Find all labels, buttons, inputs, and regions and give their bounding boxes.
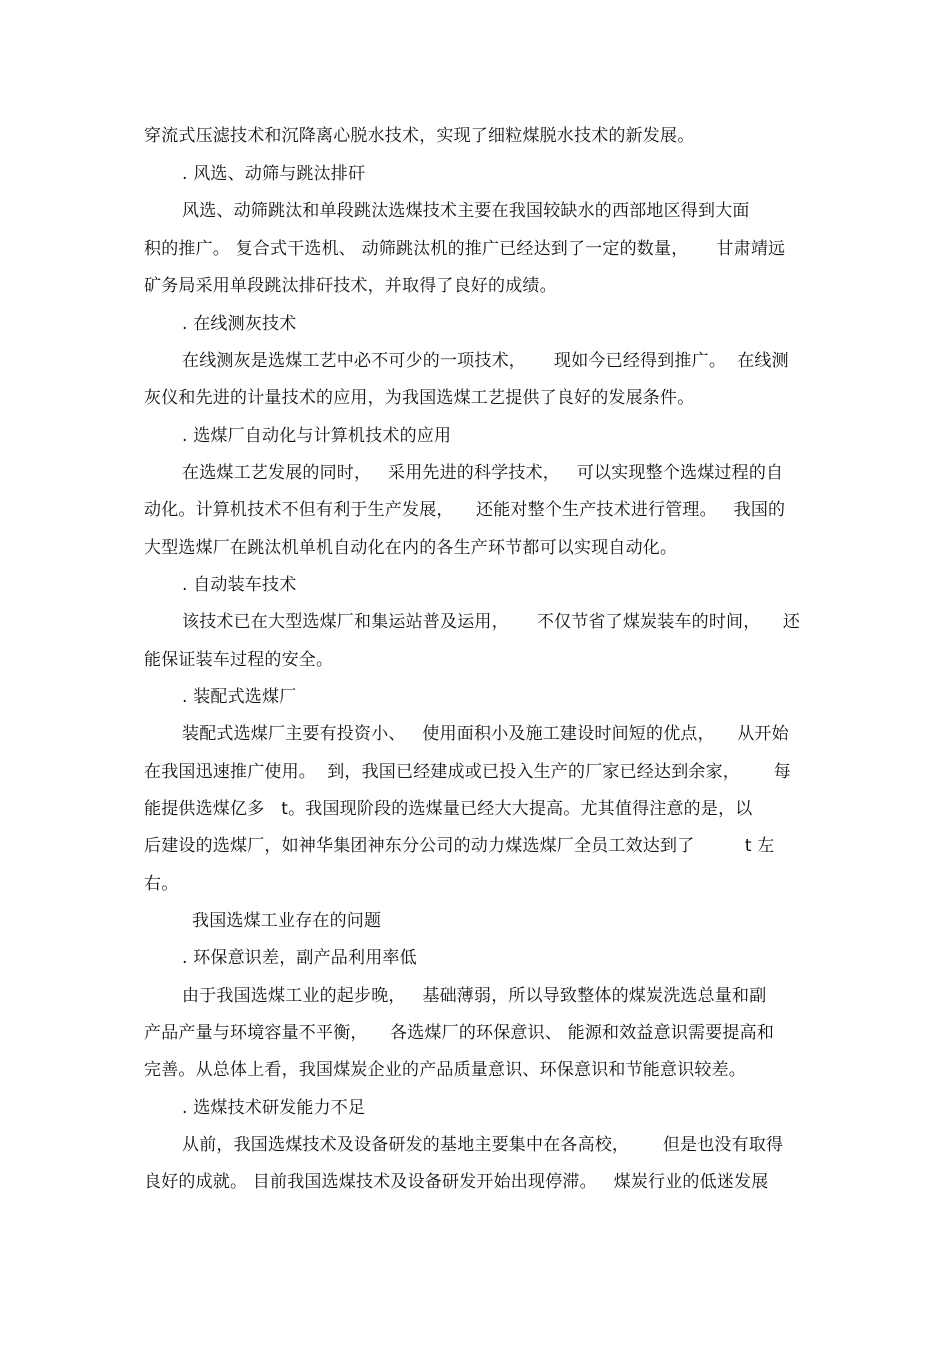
subsection-heading: . 在线测灰技术: [182, 314, 297, 334]
body-text-line: 能提供选煤亿多 t。我国现阶段的选煤量已经大大提高。尤其值得注意的是，以: [144, 799, 753, 819]
body-text-line: 风选、动筛跳汰和单段跳汰选煤技术主要在我国较缺水的西部地区得到大面: [182, 201, 750, 221]
body-text-line: 从前，我国选煤技术及设备研发的基地主要集中在各高校， 但是也没有取得: [182, 1135, 784, 1155]
body-text-line: 完善。从总体上看，我国煤炭企业的产品质量意识、环保意识和节能意识较差。: [144, 1060, 746, 1080]
body-text-line: 装配式选煤厂主要有投资小、 使用面积小及施工建设时间短的优点， 从开始: [182, 724, 789, 744]
body-text-line: 大型选煤厂在跳汰机单机自动化在内的各生产环节都可以实现自动化。: [144, 538, 678, 558]
body-text-line: 在选煤工艺发展的同时， 采用先进的科学技术， 可以实现整个选煤过程的自: [182, 463, 784, 483]
body-text-line: 该技术已在大型选煤厂和集运站普及运用， 不仅节省了煤炭装车的时间， 还: [182, 612, 801, 632]
body-text-line: 动化。计算机技术不但有利于生产发展， 还能对整个生产技术进行管理。 我国的: [144, 500, 786, 520]
body-text-line: 穿流式压滤技术和沉降离心脱水技术，实现了细粒煤脱水技术的新发展。: [144, 126, 695, 146]
body-text-line: 在线测灰是选煤工艺中必不可少的一项技术， 现如今已经得到推广。 在线测: [182, 351, 789, 371]
body-text-line: 能保证装车过程的安全。: [144, 650, 334, 670]
section-heading: 我国选煤工业存在的问题: [192, 911, 382, 931]
subsection-heading: . 选煤技术研发能力不足: [182, 1098, 366, 1118]
body-text-line: 积的推广。 复合式干选机、 动筛跳汰机的推广已经达到了一定的数量， 甘肃靖远: [144, 239, 786, 259]
body-text-line: 后建设的选煤厂，如神华集团神东分公司的动力煤选煤厂全员工效达到了 t 左: [144, 836, 775, 856]
body-text-line: 在我国迅速推广使用。 到，我国已经建成或已投入生产的厂家已经达到余家， 每: [144, 762, 791, 782]
body-text-line: 矿务局采用单段跳汰排矸技术，并取得了良好的成绩。: [144, 276, 557, 296]
subsection-heading: . 装配式选煤厂: [182, 687, 297, 707]
body-text-line: 产品产量与环境容量不平衡， 各选煤厂的环保意识、 能源和效益意识需要提高和: [144, 1023, 775, 1043]
body-text-line: 良好的成就。 目前我国选煤技术及设备研发开始出现停滞。 煤炭行业的低迷发展: [144, 1172, 769, 1192]
body-text-line: 右。: [144, 874, 179, 894]
subsection-heading: . 风选、动筛与跳汰排矸: [182, 164, 366, 184]
body-text-line: 由于我国选煤工业的起步晚， 基础薄弱，所以导致整体的煤炭洗选总量和副: [182, 986, 767, 1006]
subsection-heading: . 自动装车技术: [182, 575, 297, 595]
body-text-line: 灰仪和先进的计量技术的应用，为我国选煤工艺提供了良好的发展条件。: [144, 388, 695, 408]
subsection-heading: . 环保意识差，副产品利用率低: [182, 948, 417, 968]
subsection-heading: . 选煤厂自动化与计算机技术的应用: [182, 426, 452, 446]
